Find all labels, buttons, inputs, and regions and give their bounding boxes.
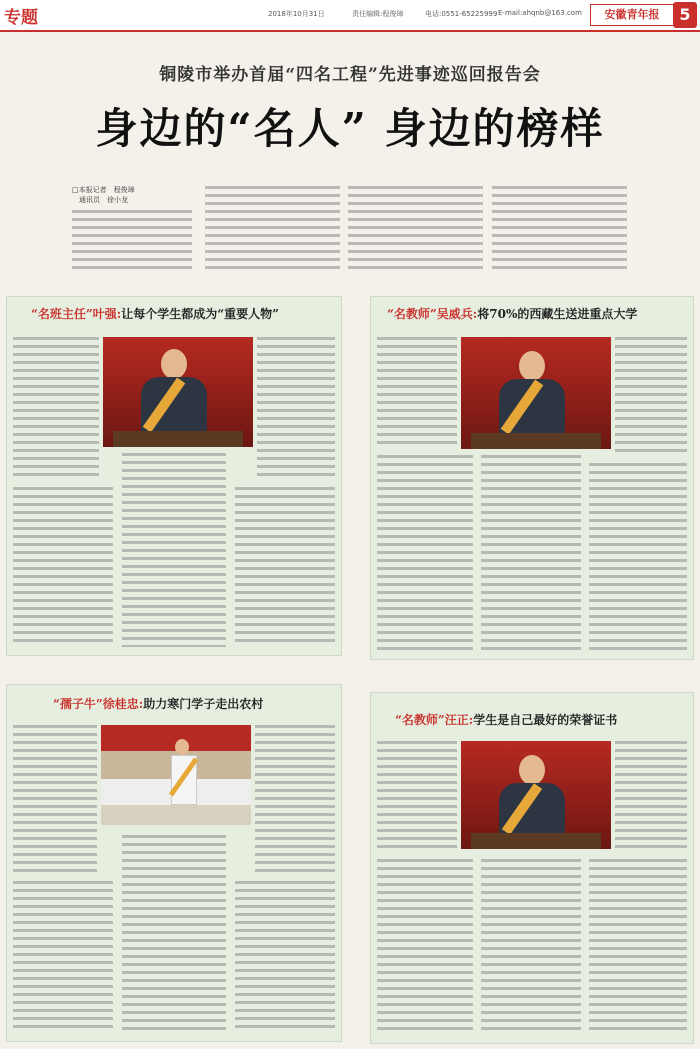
story-panel-2	[370, 296, 694, 660]
story-panel-1	[6, 296, 342, 656]
panel-3-text-right	[255, 725, 335, 875]
panel-4-text-col1	[377, 859, 473, 1035]
panel-tag-2: “名教师”吴威兵:	[387, 307, 478, 321]
speaker-photo-2	[461, 337, 611, 449]
panel-headline-3: 助力寒门学子走出农村	[143, 697, 264, 711]
panel-tag-4: “名教师”汪正:	[395, 713, 474, 727]
panel-2-text-right	[615, 337, 687, 457]
panel-1-text-col2	[122, 453, 226, 647]
panel-headline-1: 让每个学生都成为“重要人物”	[121, 307, 280, 321]
page-number: 5	[673, 2, 697, 28]
phone-number: 电话:0551-65225999	[425, 10, 498, 18]
speaker-photo-1	[103, 337, 253, 447]
panel-3-text-col1	[13, 881, 113, 1033]
masthead-logo: 安徽青年报	[590, 4, 674, 26]
panel-3-text-col2	[122, 835, 226, 1033]
byline-reporter: □本报记者 程俊璋	[72, 186, 135, 194]
panel-4-text-col3	[589, 859, 687, 1035]
editor-credit: 责任编辑:程俊璋	[352, 10, 404, 18]
panel-3-text-left	[13, 725, 97, 875]
panel-4-text-right	[615, 741, 687, 853]
panel-title-1	[31, 305, 279, 322]
story-panel-4	[370, 692, 694, 1044]
panel-2-text-col2	[481, 455, 581, 651]
panel-title-4	[395, 711, 617, 728]
panel-title-3	[53, 695, 263, 712]
panel-tag-1: “名班主任”叶强:	[31, 307, 122, 321]
intro-column-2	[205, 186, 340, 272]
speaker-photo-4	[461, 741, 611, 849]
panel-1-text-right	[257, 337, 335, 479]
email-address: E-mail:ahqnb@163.com	[498, 9, 582, 17]
panel-1-text-left	[13, 337, 99, 479]
section-tag: 专题	[4, 8, 38, 28]
issue-date: 2018年10月31日	[268, 10, 325, 18]
headline: 身边的“名人” 身边的榜样	[95, 104, 605, 153]
panel-1-text-col3	[235, 487, 335, 647]
panel-headline-2: 将70%的西藏生送进重点大学	[477, 307, 638, 321]
panel-headline-4: 学生是自己最好的荣誉证书	[473, 713, 618, 727]
panel-2-text-col1	[377, 455, 473, 651]
panel-1-text-col1	[13, 487, 113, 647]
speaker-photo-3	[101, 725, 251, 825]
panel-3-text-col3	[235, 881, 335, 1033]
panel-4-text-col2	[481, 859, 581, 1035]
panel-title-2	[387, 305, 637, 322]
intro-column-3	[348, 186, 483, 272]
panel-tag-3: “孺子牛”徐桂忠:	[53, 697, 144, 711]
byline	[72, 185, 135, 205]
intro-column-1	[72, 210, 192, 272]
panel-2-text-col3	[589, 463, 687, 651]
story-panel-3	[6, 684, 342, 1042]
panel-2-text-left	[377, 337, 457, 447]
intro-column-4	[492, 186, 627, 272]
subheadline: 铜陵市举办首届“四名工程”先进事迹巡回报告会	[159, 65, 541, 85]
byline-correspondent: 通讯员 徐小龙	[72, 196, 128, 204]
panel-4-text-left	[377, 741, 457, 853]
